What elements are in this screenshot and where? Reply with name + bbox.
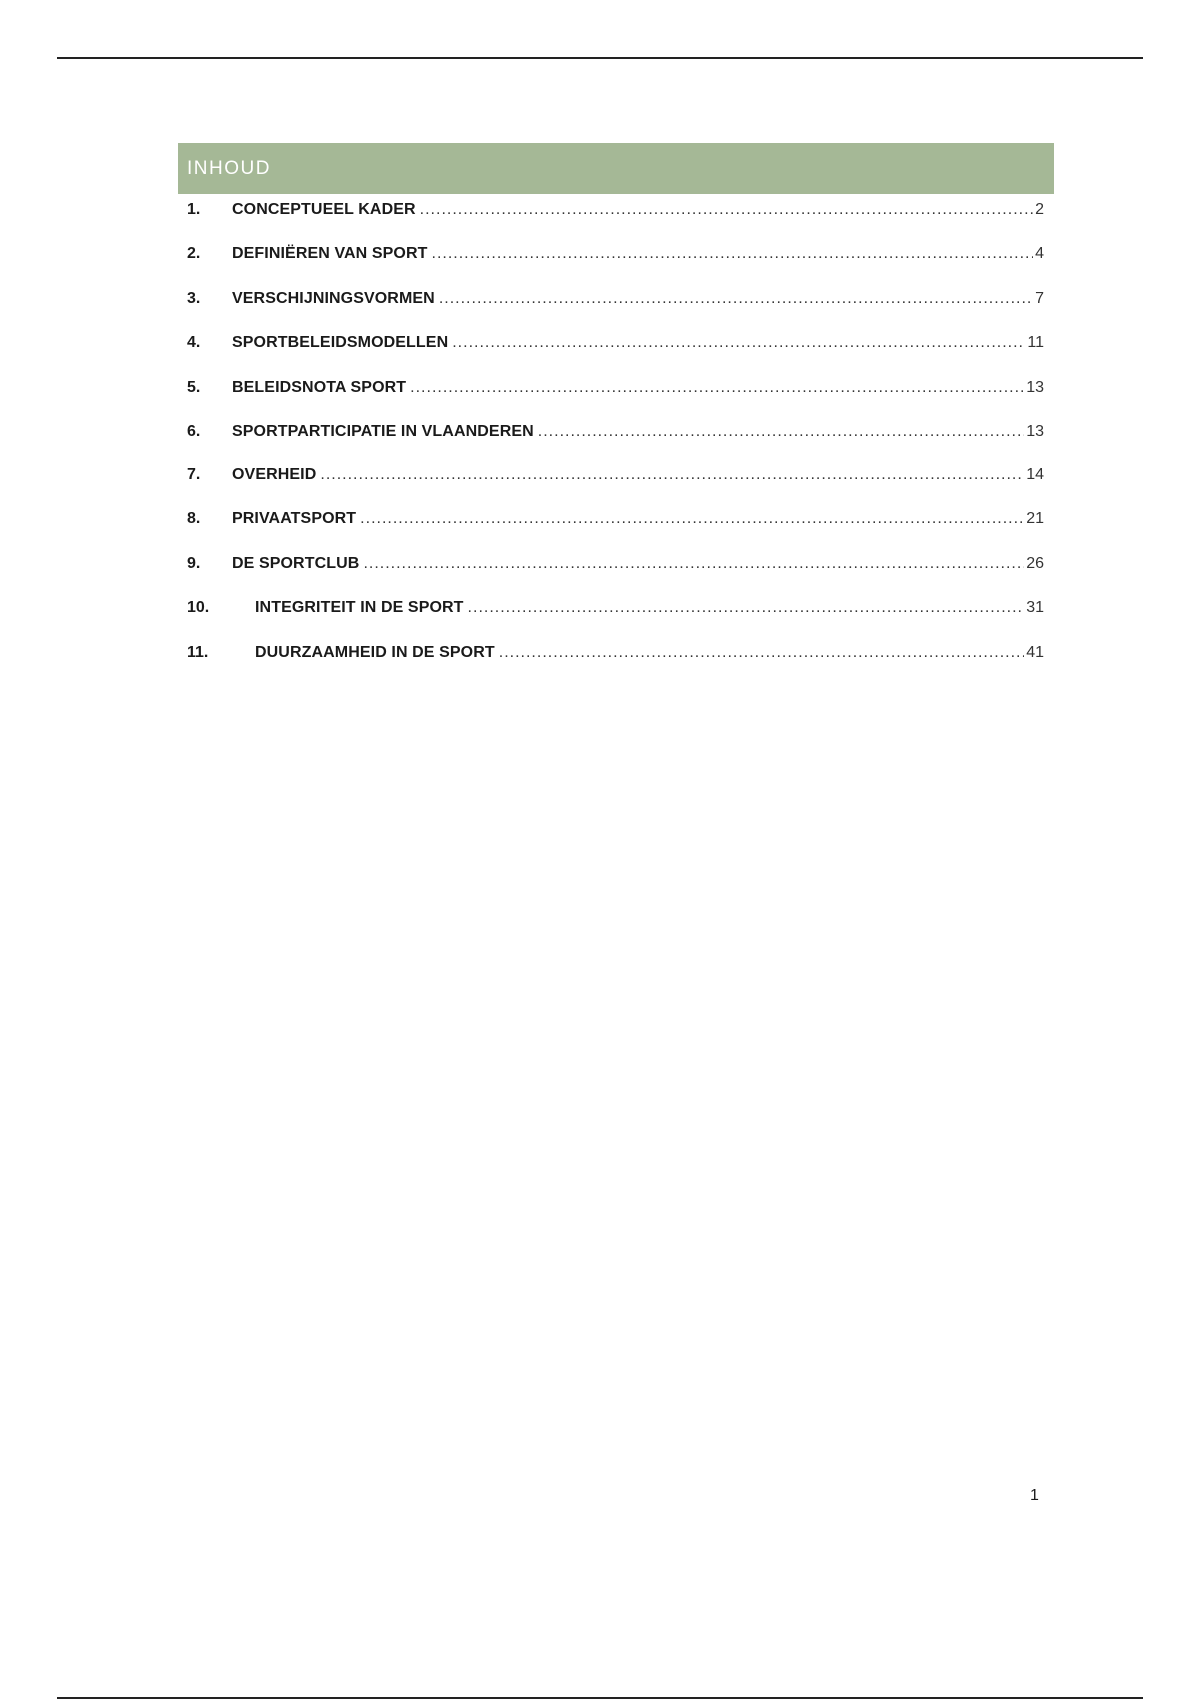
- toc-item-number: 4.: [187, 334, 201, 351]
- toc-item-page: 2: [1035, 201, 1044, 218]
- toc-header: [178, 143, 1054, 194]
- toc-dot-leader: [410, 379, 1024, 397]
- toc-item-label: PRIVAATSPORT: [232, 510, 357, 527]
- toc-item-10[interactable]: [187, 599, 1044, 621]
- toc-item-9[interactable]: [187, 555, 1044, 577]
- toc-item-page: 13: [1026, 423, 1044, 440]
- toc-item-page: 26: [1026, 555, 1044, 572]
- toc-item-label: BELEIDSNOTA SPORT: [232, 379, 407, 396]
- page-number: 1: [1030, 1487, 1039, 1504]
- toc-item-page: 31: [1026, 599, 1044, 616]
- footer-rule: [57, 1697, 1143, 1699]
- toc-item-number: 7.: [187, 466, 201, 483]
- toc-dot-leader: [468, 599, 1025, 617]
- toc-item-label: SPORTBELEIDSMODELLEN: [232, 334, 449, 351]
- toc-item-page: 13: [1026, 379, 1044, 396]
- toc-item-4[interactable]: [187, 334, 1044, 356]
- toc-item-page: 21: [1026, 510, 1044, 527]
- toc-item-number: 3.: [187, 290, 201, 307]
- toc-dot-leader: [363, 555, 1024, 573]
- toc-dot-leader: [432, 245, 1034, 263]
- toc-item-number: 2.: [187, 245, 201, 262]
- toc-item-number: 10.: [187, 599, 210, 616]
- toc-item-page: 4: [1035, 245, 1044, 262]
- toc-item-number: 5.: [187, 379, 201, 396]
- header-rule: [57, 57, 1143, 59]
- toc-dot-leader: [439, 290, 1033, 308]
- toc-dot-leader: [320, 466, 1024, 484]
- toc-item-label: SPORTPARTICIPATIE IN VLAANDEREN: [232, 423, 534, 440]
- toc-item-number: 11.: [187, 644, 209, 661]
- toc-item-label: DUURZAAMHEID IN DE SPORT: [255, 644, 495, 661]
- toc-item-7[interactable]: [187, 466, 1044, 488]
- toc-item-label: INTEGRITEIT IN DE SPORT: [255, 599, 464, 616]
- toc-item-label: CONCEPTUEEL KADER: [232, 201, 416, 218]
- table-of-contents: [178, 143, 1054, 661]
- toc-item-1[interactable]: [187, 201, 1044, 223]
- toc-item-8[interactable]: [187, 510, 1044, 532]
- toc-item-label: VERSCHIJNINGSVORMEN: [232, 290, 435, 307]
- toc-item-page: 41: [1026, 644, 1044, 661]
- toc-item-6[interactable]: [187, 423, 1044, 445]
- toc-item-number: 9.: [187, 555, 201, 572]
- toc-dot-leader: [420, 201, 1033, 219]
- toc-item-page: 14: [1026, 466, 1044, 483]
- toc-item-3[interactable]: [187, 290, 1044, 312]
- toc-dot-leader: [538, 423, 1024, 441]
- toc-item-number: 6.: [187, 423, 201, 440]
- toc-dot-leader: [452, 334, 1025, 352]
- toc-item-label: DE SPORTCLUB: [232, 555, 360, 572]
- toc-item-page: 11: [1027, 334, 1044, 351]
- toc-title: INHOUD: [187, 157, 271, 179]
- toc-item-number: 8.: [187, 510, 201, 527]
- toc-item-page: 7: [1035, 290, 1044, 307]
- toc-dot-leader: [360, 510, 1024, 528]
- toc-item-5[interactable]: [187, 379, 1044, 401]
- toc-item-label: OVERHEID: [232, 466, 317, 483]
- toc-item-2[interactable]: [187, 245, 1044, 267]
- toc-dot-leader: [499, 644, 1024, 662]
- toc-item-label: DEFINIËREN VAN SPORT: [232, 245, 428, 262]
- toc-item-number: 1.: [187, 201, 201, 218]
- toc-item-11[interactable]: [187, 644, 1044, 666]
